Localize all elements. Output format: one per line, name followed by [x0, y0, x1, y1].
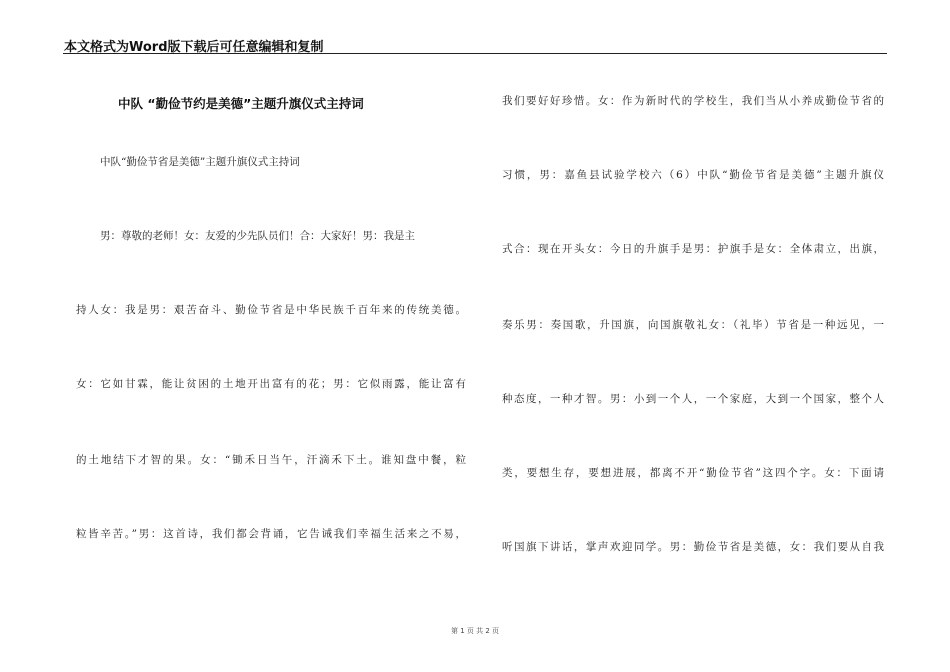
left-line-3: 持人女：我是男：艰苦奋斗、勤俭节省是中华民族千百年来的传统美德。 — [76, 304, 466, 316]
document-title: 中队 “勤俭节约是美德”主题升旗仪式主持词 — [118, 96, 364, 111]
page-number: 第 1 页 共 2 页 — [450, 627, 500, 635]
right-line-7: 听国旗下讲话，掌声欢迎同学。男：勤俭节省是美德，女：我们要从自我 — [502, 541, 884, 553]
right-line-4: 奏乐男：奏国歌，升国旗，向国旗敬礼女：（礼毕）节省是一种远见，一 — [502, 319, 884, 331]
left-line-6: 粒皆辛苦。”男：这首诗，我们都会背诵，它告诫我们幸福生活来之不易， — [76, 528, 466, 540]
right-line-6: 类，要想生存，要想进展，都离不开“勤俭节省”这四个字。女：下面请 — [502, 467, 884, 479]
left-line-2: 男：尊敬的老师！女：友爱的少先队员们！合：大家好！男：我是主 — [100, 230, 415, 242]
right-line-5: 种态度，一种才智。男：小到一个人，一个家庭，大到一个国家，整个人 — [502, 393, 884, 405]
left-line-4: 女：它如甘霖，能让贫困的土地开出富有的花；男：它似雨露，能让富有 — [76, 378, 466, 390]
left-line-5: 的土地结下才智的果。女：“锄禾日当午，汗滴禾下土。谁知盘中餐，粒 — [76, 454, 466, 466]
header-title: 本文格式为Word版下载后可任意编辑和复制 — [64, 40, 324, 55]
right-line-2: 习惯，男：嘉鱼县试验学校六（6）中队“勤俭节省是美德”主题升旗仪 — [502, 169, 884, 181]
right-line-1: 我们要好好珍惜。女：作为新时代的学校生，我们当从小养成勤俭节省的 — [502, 95, 884, 107]
right-line-3: 式合：现在开头女：今日的升旗手是男：护旗手是女：全体肃立，出旗， — [502, 243, 884, 255]
left-line-1: 中队“勤俭节省是美德”主题升旗仪式主持词 — [100, 156, 300, 168]
header-divider — [63, 53, 887, 54]
